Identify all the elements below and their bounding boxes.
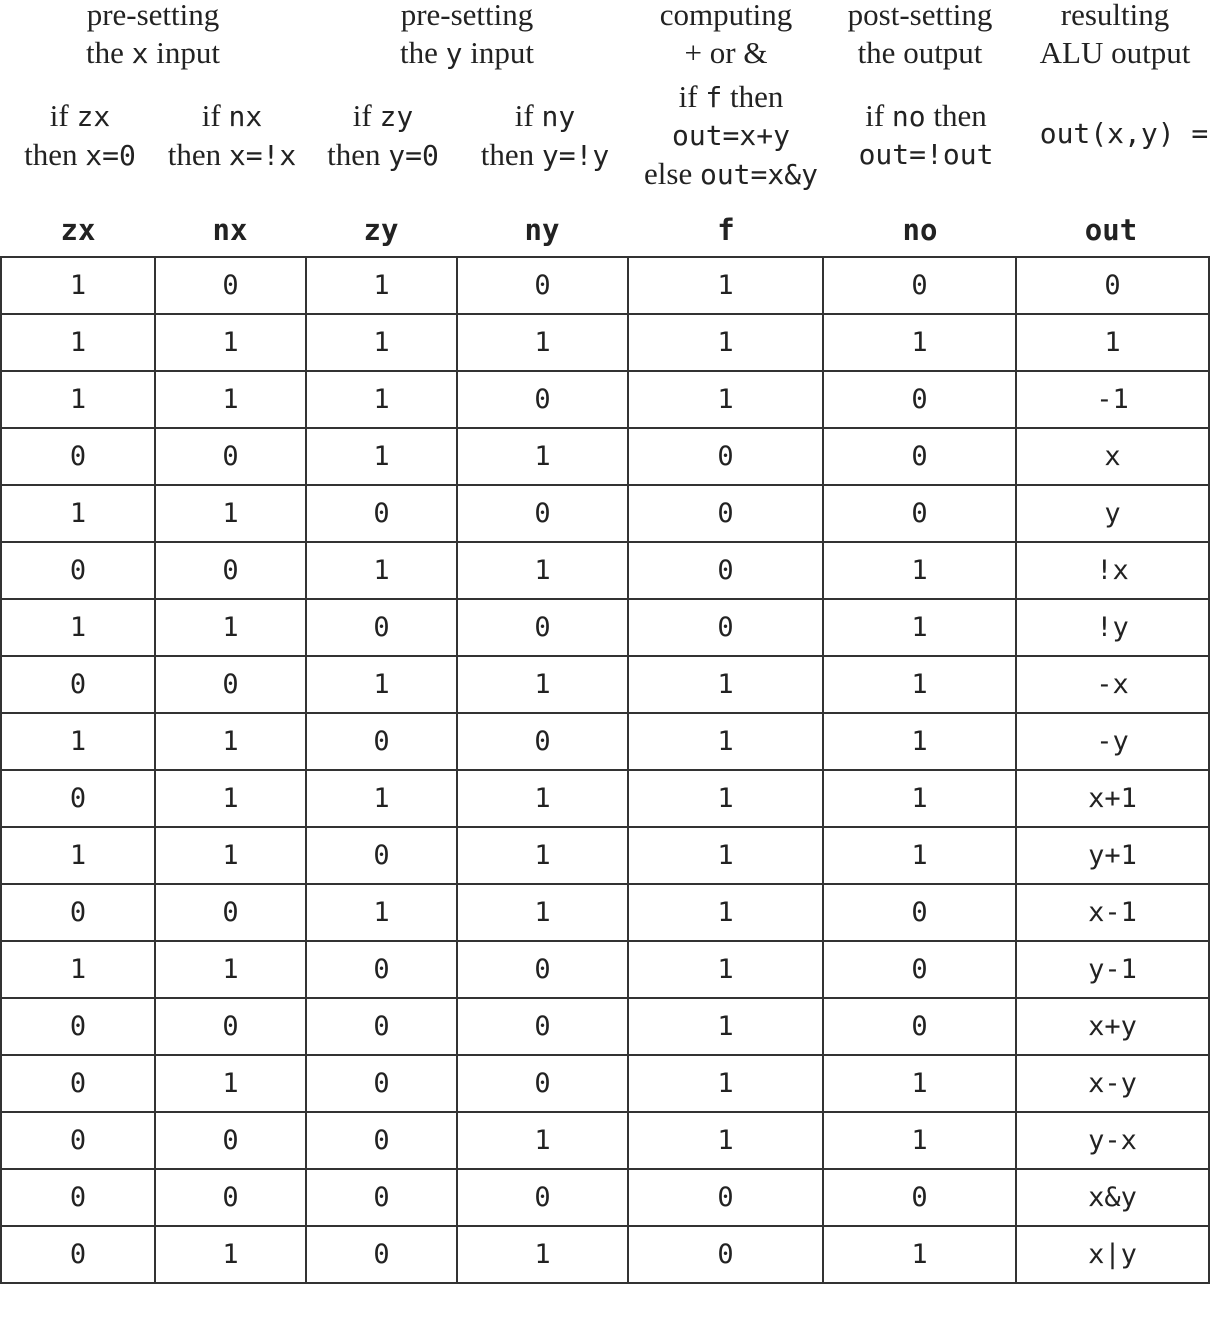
cell-zx: 1: [1, 371, 155, 428]
cell-zy: 1: [306, 542, 457, 599]
cell-ny: 0: [457, 485, 628, 542]
table-row: [1, 713, 1209, 770]
cell-nx: 0: [155, 656, 306, 713]
cell-no: 1: [823, 1055, 1016, 1112]
cell-no: 0: [823, 998, 1016, 1055]
cell-no: 0: [823, 1169, 1016, 1226]
cell-f: 1: [628, 371, 823, 428]
col-header-nx: nx: [212, 213, 248, 247]
cell-zy: 1: [306, 314, 457, 371]
cell-ny: 0: [457, 998, 628, 1055]
cell-nx: 1: [155, 770, 306, 827]
cell-f: 1: [628, 257, 823, 314]
cell-nx: 1: [155, 371, 306, 428]
cell-nx: 1: [155, 1226, 306, 1283]
cell-ny: 1: [457, 428, 628, 485]
cell-f: 0: [628, 542, 823, 599]
table-row: [1, 941, 1209, 998]
cell-f: 1: [628, 884, 823, 941]
cell-zx: 0: [1, 1112, 155, 1169]
cell-out: !y: [1016, 599, 1209, 656]
col-header-zx: zx: [60, 213, 96, 247]
cell-ny: 0: [457, 257, 628, 314]
cell-zx: 0: [1, 884, 155, 941]
cell-f: 0: [628, 485, 823, 542]
cell-zy: 1: [306, 428, 457, 485]
cell-zy: 0: [306, 713, 457, 770]
cell-out: -y: [1016, 713, 1209, 770]
cell-zy: 0: [306, 1112, 457, 1169]
desc-no: if no then out=!out: [858, 98, 994, 171]
cell-out: 1: [1016, 314, 1209, 371]
table-row: [1, 827, 1209, 884]
cell-ny: 1: [457, 827, 628, 884]
cell-no: 0: [823, 428, 1016, 485]
cell-no: 1: [823, 770, 1016, 827]
table-row: [1, 770, 1209, 827]
cell-out: y: [1016, 485, 1209, 542]
table-row: [1, 998, 1209, 1055]
cell-zy: 1: [306, 884, 457, 941]
cell-out: x|y: [1016, 1226, 1209, 1283]
group-header-compute: computing + or &: [659, 0, 793, 70]
cell-f: 1: [628, 1112, 823, 1169]
group-header-result: resulting ALU output: [1039, 0, 1191, 70]
cell-zy: 0: [306, 599, 457, 656]
cell-out: x&y: [1016, 1169, 1209, 1226]
cell-out: -x: [1016, 656, 1209, 713]
cell-f: 0: [628, 428, 823, 485]
cell-zx: 1: [1, 485, 155, 542]
cell-no: 1: [823, 599, 1016, 656]
cell-out: !x: [1016, 542, 1209, 599]
cell-f: 1: [628, 770, 823, 827]
cell-nx: 1: [155, 713, 306, 770]
cell-zy: 0: [306, 1169, 457, 1226]
cell-zx: 1: [1, 257, 155, 314]
desc-zy: if zy then y=0: [327, 98, 439, 172]
table-row: [1, 257, 1209, 314]
cell-nx: 1: [155, 941, 306, 998]
cell-no: 0: [823, 257, 1016, 314]
table-row: [1, 599, 1209, 656]
cell-no: 0: [823, 371, 1016, 428]
col-header-no: no: [902, 213, 938, 247]
cell-zy: 0: [306, 1055, 457, 1112]
cell-zy: 1: [306, 770, 457, 827]
cell-nx: 1: [155, 314, 306, 371]
table-row: [1, 884, 1209, 941]
cell-nx: 1: [155, 599, 306, 656]
col-header-zy: zy: [363, 213, 399, 247]
cell-nx: 0: [155, 257, 306, 314]
cell-zy: 0: [306, 998, 457, 1055]
table-row: [1, 1169, 1209, 1226]
group-header-pre-y: pre-setting the y input: [400, 0, 534, 70]
cell-f: 0: [628, 1169, 823, 1226]
cell-out: y+1: [1016, 827, 1209, 884]
cell-no: 1: [823, 827, 1016, 884]
col-header-ny: ny: [524, 213, 560, 247]
desc-ny: if ny then y=!y: [480, 98, 610, 172]
table-row: [1, 656, 1209, 713]
cell-no: 1: [823, 656, 1016, 713]
col-header-f: f: [717, 213, 735, 247]
desc-out: out(x,y) =: [1039, 117, 1209, 150]
cell-out: -1: [1016, 371, 1209, 428]
group-header-post: post-setting the output: [847, 0, 993, 70]
cell-f: 1: [628, 713, 823, 770]
cell-zy: 1: [306, 257, 457, 314]
cell-zx: 0: [1, 656, 155, 713]
table-row: [1, 542, 1209, 599]
cell-f: 1: [628, 1055, 823, 1112]
cell-zx: 0: [1, 998, 155, 1055]
cell-zx: 0: [1, 1055, 155, 1112]
cell-zx: 1: [1, 314, 155, 371]
table-row: [1, 1226, 1209, 1283]
cell-ny: 1: [457, 1112, 628, 1169]
cell-f: 1: [628, 998, 823, 1055]
cell-out: x+1: [1016, 770, 1209, 827]
cell-zx: 0: [1, 428, 155, 485]
desc-zx: if zx then x=0: [24, 98, 136, 172]
col-header-out: out: [1084, 213, 1138, 247]
cell-f: 0: [628, 599, 823, 656]
cell-zy: 0: [306, 485, 457, 542]
cell-f: 1: [628, 314, 823, 371]
group-header-pre-x: pre-setting the x input: [86, 0, 220, 70]
table-row: [1, 428, 1209, 485]
alu-truth-table: [0, 256, 1210, 1284]
cell-no: 1: [823, 1112, 1016, 1169]
cell-no: 1: [823, 1226, 1016, 1283]
desc-nx: if nx then x=!x: [167, 98, 297, 172]
cell-f: 0: [628, 1226, 823, 1283]
cell-zy: 1: [306, 656, 457, 713]
cell-ny: 1: [457, 884, 628, 941]
cell-ny: 0: [457, 941, 628, 998]
cell-nx: 0: [155, 998, 306, 1055]
cell-zx: 1: [1, 827, 155, 884]
table-row: [1, 1055, 1209, 1112]
cell-ny: 0: [457, 599, 628, 656]
table-row: [1, 1112, 1209, 1169]
cell-ny: 1: [457, 1226, 628, 1283]
cell-no: 0: [823, 884, 1016, 941]
cell-out: 0: [1016, 257, 1209, 314]
cell-zy: 0: [306, 941, 457, 998]
desc-f: if f then out=x+y else out=x&y: [644, 79, 818, 191]
cell-zx: 1: [1, 941, 155, 998]
cell-f: 1: [628, 941, 823, 998]
cell-no: 1: [823, 713, 1016, 770]
table-row: [1, 371, 1209, 428]
cell-ny: 1: [457, 542, 628, 599]
cell-zx: 1: [1, 599, 155, 656]
cell-zx: 0: [1, 1169, 155, 1226]
cell-no: 0: [823, 485, 1016, 542]
cell-no: 0: [823, 941, 1016, 998]
truth-table-body: [1, 257, 1209, 1283]
cell-ny: 1: [457, 314, 628, 371]
cell-zx: 0: [1, 1226, 155, 1283]
cell-ny: 0: [457, 1169, 628, 1226]
cell-ny: 0: [457, 371, 628, 428]
cell-zx: 0: [1, 770, 155, 827]
cell-nx: 1: [155, 1055, 306, 1112]
table-row: [1, 485, 1209, 542]
cell-out: x-y: [1016, 1055, 1209, 1112]
cell-out: y-x: [1016, 1112, 1209, 1169]
cell-ny: 1: [457, 656, 628, 713]
cell-nx: 0: [155, 542, 306, 599]
cell-nx: 0: [155, 428, 306, 485]
cell-nx: 0: [155, 1169, 306, 1226]
cell-f: 1: [628, 656, 823, 713]
cell-zy: 1: [306, 371, 457, 428]
cell-ny: 0: [457, 713, 628, 770]
cell-out: y-1: [1016, 941, 1209, 998]
cell-out: x: [1016, 428, 1209, 485]
cell-nx: 1: [155, 485, 306, 542]
table-row: [1, 314, 1209, 371]
cell-ny: 0: [457, 1055, 628, 1112]
cell-ny: 1: [457, 770, 628, 827]
cell-zx: 1: [1, 713, 155, 770]
cell-nx: 1: [155, 827, 306, 884]
cell-zy: 0: [306, 827, 457, 884]
cell-nx: 0: [155, 1112, 306, 1169]
cell-zx: 0: [1, 542, 155, 599]
cell-f: 1: [628, 827, 823, 884]
cell-nx: 0: [155, 884, 306, 941]
cell-zy: 0: [306, 1226, 457, 1283]
cell-no: 1: [823, 542, 1016, 599]
cell-out: x+y: [1016, 998, 1209, 1055]
cell-out: x-1: [1016, 884, 1209, 941]
cell-no: 1: [823, 314, 1016, 371]
